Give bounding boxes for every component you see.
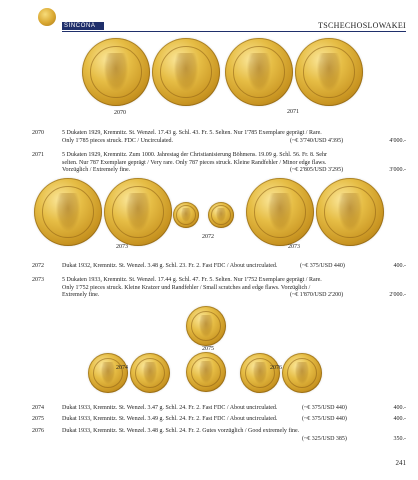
lot-description: 5 Dukaten 1929, Kremnitz. St. Wenzel. 17.43 g. Schl. 43. Fr. 5. Selten. Nur 1'785 Exemplare geprägt / Rare. Only 1'785 pieces struck. FDC / Uncirculated.: [62, 130, 322, 144]
image-label-2076: 2076: [270, 365, 282, 371]
coin-2071-obverse: [225, 38, 293, 106]
lot-price: 3'000.-: [389, 167, 406, 173]
lot-number-2076: 2076: [32, 428, 44, 434]
lot-number-2070: 2070: [32, 130, 44, 136]
image-label-2073: 2073: [116, 244, 128, 250]
lot-price: 400.-: [393, 405, 406, 411]
lot-description: 5 Dukaten 1929, Kremnitz. Zum 1000. Jahrestag der Christianisierung Böhmens. 19.09 g. Schl. 56. Fr. 8. Sehr selten. Nur 787 Exemplare geprägt / Very rare. Only 787 pieces struck. Kleine Randfehler / Minor edge flaws. Vorzüglich / Extremely fine.: [62, 152, 327, 173]
coin-2076-reverse: [282, 353, 322, 393]
image-label-2070: 2070: [114, 110, 126, 116]
image-label-2075: 2075: [202, 346, 214, 352]
lot-price: 400.-: [393, 416, 406, 422]
image-label-2074: 2074: [116, 365, 128, 371]
coin-2072-obverse: [173, 202, 199, 228]
lot-estimate: (~€ 2'805/USD 3'295): [290, 167, 344, 173]
coin-2073-reverse: [104, 178, 172, 246]
image-label-2073-b: 2073: [288, 244, 300, 250]
coin-2070-reverse: [152, 38, 220, 106]
coin-2073-reverse-b: [316, 178, 384, 246]
coin-2073-obverse: [34, 178, 102, 246]
lot-number-2074: 2074: [32, 405, 44, 411]
brand-name: SINCONA: [64, 23, 96, 29]
coin-2074-obverse: [88, 353, 128, 393]
coin-2075-obverse: [186, 306, 226, 346]
lot-description: Dukat 1932, Kremnitz. St. Wenzel. 3.48 g. Schl. 23. Fr. 2. Fast FDC / About uncirculated.: [62, 263, 278, 269]
lot-price: 4'000.-: [389, 137, 406, 144]
lot-number-2075: 2075: [32, 416, 44, 422]
lot-number-2073: 2073: [32, 277, 44, 283]
lot-estimate: (~€ 1'870/USD 2'200): [290, 292, 344, 298]
lot-estimate: (~€ 375/USD 440): [302, 405, 347, 411]
header-rule: [62, 31, 406, 32]
lot-price: 350.-: [393, 435, 406, 442]
lot-price: 400.-: [393, 263, 406, 269]
coin-2070-obverse: [82, 38, 150, 106]
section-title: TSCHECHOSLOWAKEI: [318, 21, 406, 30]
coin-2073-obverse-b: [246, 178, 314, 246]
coin-2076-obverse: [240, 353, 280, 393]
coin-2075-reverse: [186, 352, 226, 392]
lot-number-2071: 2071: [32, 152, 44, 158]
lot-description: Dukat 1933, Kremnitz. St. Wenzel. 3.49 g. Schl. 24. Fr. 2. Fast FDC / About uncirculated.: [62, 416, 278, 422]
lot-description: 5 Dukaten 1933, Kremnitz. St. Wenzel. 17.44 g. Schl. 47. Fr. 5. Selten. Nur 1'752 Exemplare geprägt / Rare. Only 1'752 pieces struck. Kleine Kratzer und Randfehler / Small scratches and edge flaws. Vorzüglich / Extremely fine.: [62, 277, 322, 298]
lot-estimate: (~€ 375/USD 440): [302, 416, 347, 422]
image-label-2072: 2072: [202, 234, 214, 240]
lot-estimate: (~€ 375/USD 440): [300, 263, 345, 269]
lot-description: Dukat 1933, Kremnitz. St. Wenzel. 3.48 g. Schl. 24. Fr. 2. Gutes vorzüglich / Good extremely fine.: [62, 428, 300, 434]
image-label-2071: 2071: [287, 109, 299, 115]
coin-2072-reverse: [208, 202, 234, 228]
lot-description: Dukat 1933, Kremnitz. St. Wenzel. 3.47 g. Schl. 24. Fr. 2. Fast FDC / About uncirculated.: [62, 405, 278, 411]
sincona-logo-coin: [38, 8, 56, 26]
coin-2074-reverse: [130, 353, 170, 393]
lot-number-2072: 2072: [32, 263, 44, 269]
lot-estimate: (~€ 3'740/USD 4'395): [290, 137, 344, 144]
coin-2071-reverse: [295, 38, 363, 106]
lot-estimate: (~€ 325/USD 385): [302, 435, 347, 442]
lot-price: 2'000.-: [389, 292, 406, 298]
page-number: 241: [395, 459, 406, 467]
